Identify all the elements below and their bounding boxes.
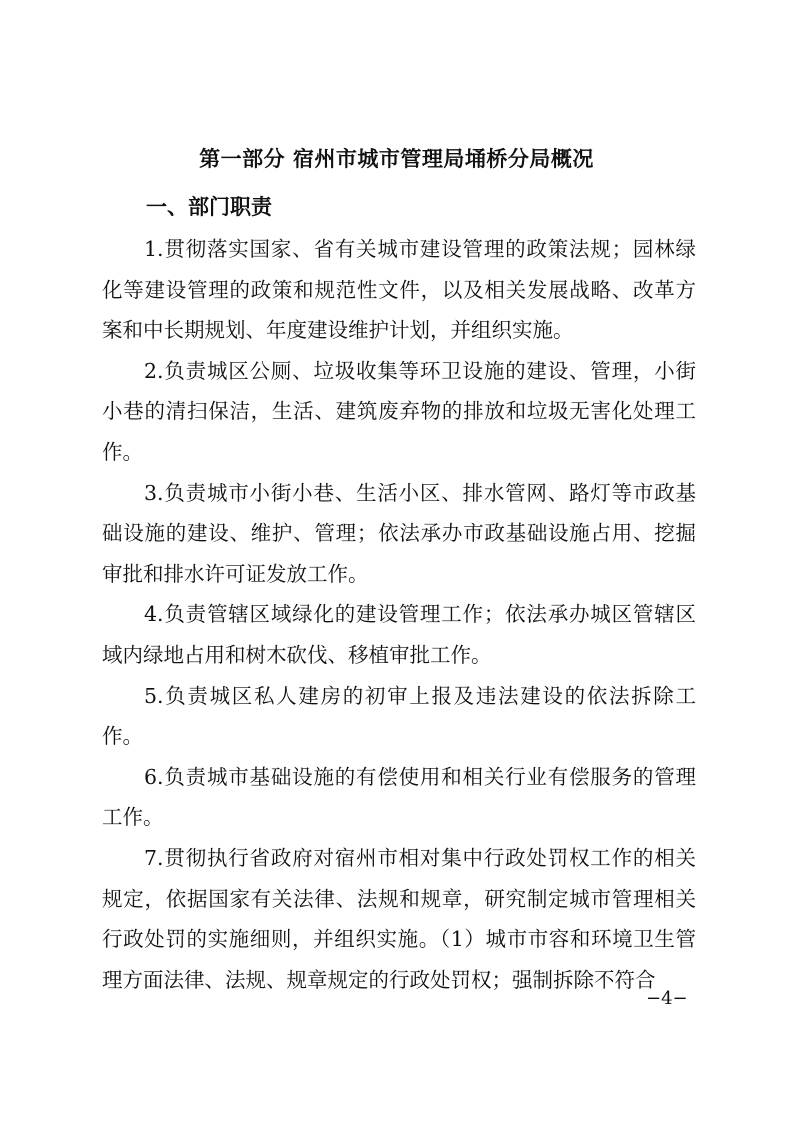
document-body	[102, 229, 696, 1000]
paragraph: 6.负责城市基础设施的有偿使用和相关行业有偿服务的管理工作。	[102, 764, 696, 830]
paragraph: 1.贯彻落实国家、省有关城市建设管理的政策法规；园林绿化等建设管理的政策和规范性文件，以及相关发展战略、改革方案和中长期规划、年度建设维护计划，并组织实施。	[102, 237, 696, 343]
paragraph: 3.负责城市小街小巷、生活小区、排水管网、路灯等市政基础设施的建设、维护、管理；依法承办市政基础设施占用、挖掘审批和排水许可证发放工作。	[102, 480, 696, 586]
page-number: −4−	[646, 988, 688, 1009]
section-heading: 一、部门职责	[146, 195, 272, 219]
paragraph: 4.负责管辖区域绿化的建设管理工作；依法承办城区管辖区域内绿地占用和树木砍伐、移植审批工作。	[102, 602, 696, 667]
paragraph: 7.贯彻执行省政府对宿州市相对集中行政处罚权工作的相关规定，依据国家有关法律、法规和规章，研究制定城市管理相关行政处罚的实施细则，并组织实施。（1）城市市容和环境卫生管理方面法律、法规、规章规定的行政处罚权；强制拆除不符合	[102, 845, 696, 992]
paragraph: 2.负责城区公厕、垃圾收集等环卫设施的建设、管理，小街小巷的清扫保洁，生活、建筑废弃物的排放和垃圾无害化处理工作。	[102, 358, 696, 464]
paragraph: 5.负责城区私人建房的初审上报及违法建设的依法拆除工作。	[102, 683, 696, 749]
page-title: 第一部分 宿州市城市管理局埇桥分局概况	[199, 147, 594, 171]
